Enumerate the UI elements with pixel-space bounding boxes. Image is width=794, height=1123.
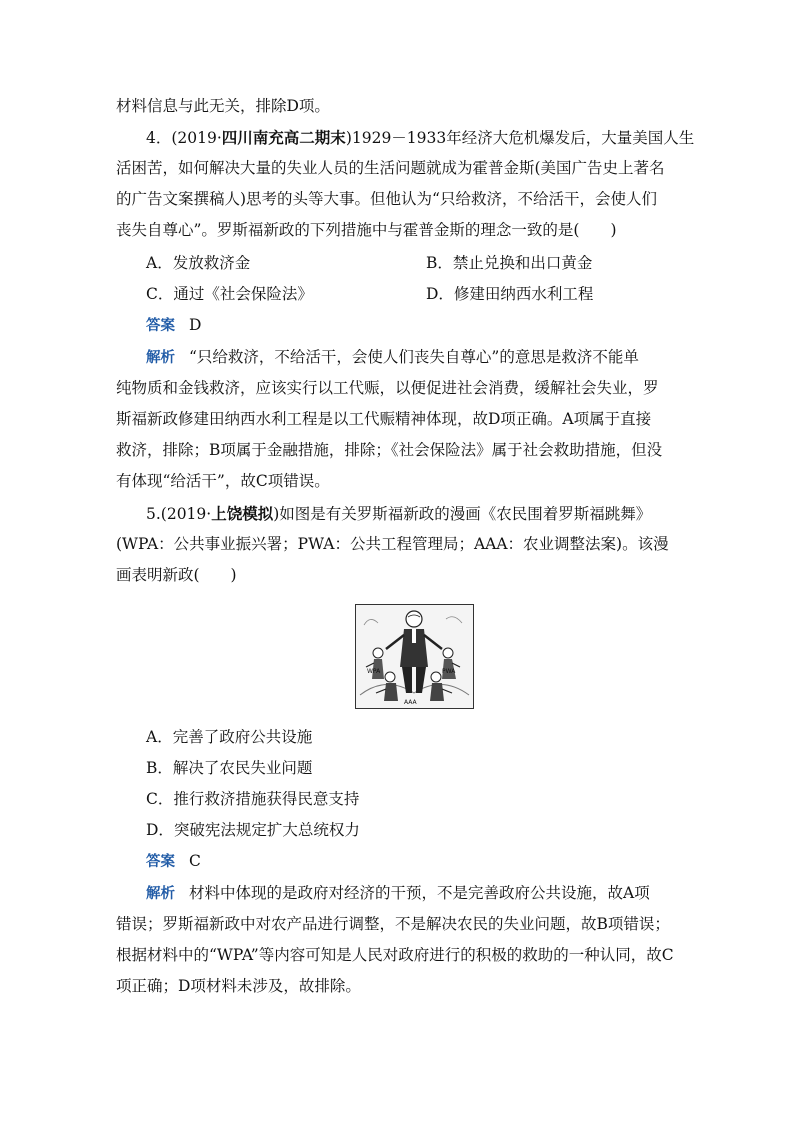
q4-answer xyxy=(146,310,201,342)
analysis-text: 材料中体现的是政府对经济的干预，不是完善政府公共设施，故A项 xyxy=(189,884,650,902)
question-text: )如图是有关罗斯福新政的漫画《农民围着罗斯福跳舞》 xyxy=(273,505,652,523)
q4-option-d: D．修建田纳西水利工程 xyxy=(426,285,594,303)
text-line: 丧失自尊心”。罗斯福新政的下列措施中与霍普金斯的理念一致的是( ) xyxy=(116,221,617,239)
text-line: 项正确；D项材料未涉及，故排除。 xyxy=(116,977,361,995)
text-line: 的广告文案撰稿人)思考的头等大事。但他认为“只给救济，不给活干，会使人们 xyxy=(116,190,657,208)
answer-value: D xyxy=(189,316,202,334)
answer-label: 答案 xyxy=(146,318,175,334)
question-4-stem xyxy=(146,122,694,154)
answer-label: 答案 xyxy=(146,854,175,870)
analysis-text: “只给救济，不给活干，会使人们丧失自尊心”的意思是救济不能单 xyxy=(189,348,639,366)
text-line: 画表明新政( ) xyxy=(116,566,237,584)
question-5-stem xyxy=(146,498,651,530)
analysis-label: 解析 xyxy=(146,350,175,366)
question-source: 上饶模拟 xyxy=(211,504,274,523)
q5-option-c: C．推行救济措施获得民意支持 xyxy=(146,790,360,808)
text-line: 有体现“给活干”，故C项错误。 xyxy=(116,472,330,490)
text-line: 纯物质和金钱救济，应该实行以工代赈，以便促进社会消费，缓解社会失业，罗 xyxy=(116,379,659,397)
text-line: (WPA：公共事业振兴署；PWA：公共工程管理局；AAA：农业调整法案)。该漫 xyxy=(116,535,669,553)
text-line: 救济，排除；B项属于金融措施，排除；《社会保险法》属于社会救助措施，但没 xyxy=(116,441,663,459)
answer-value: C xyxy=(189,852,201,870)
figure-label: PWA xyxy=(442,668,456,675)
figure-label: AAA xyxy=(404,699,417,706)
text-line: 错误；罗斯福新政中对农产品进行调整，不是解决农民的失业问题，故B项错误； xyxy=(116,915,670,933)
cartoon-illustration xyxy=(356,605,473,708)
cartoon-figure xyxy=(355,604,474,709)
q4-option-b: B．禁止兑换和出口黄金 xyxy=(426,254,593,272)
text-line: 活困苦，如何解决大量的失业人员的生活问题就成为霍普金斯(美国广告史上著名 xyxy=(116,159,665,177)
question-source: 四川南充高二期末 xyxy=(221,128,346,147)
q4-option-a: A．发放救济金 xyxy=(146,254,251,272)
question-number: 5.(2019· xyxy=(146,505,212,523)
question-number: 4．(2019· xyxy=(146,129,222,147)
text-line: 材料信息与此无关，排除D项。 xyxy=(116,97,330,115)
q5-option-b: B．解决了农民失业问题 xyxy=(146,759,313,777)
q4-analysis xyxy=(146,342,639,374)
q5-analysis xyxy=(146,878,650,910)
text-line: 根据材料中的“WPA”等内容可知是人民对政府进行的积极的救助的一种认同，故C xyxy=(116,946,674,964)
question-text: )1929－1933年经济大危机爆发后，大量美国人生 xyxy=(345,129,695,147)
figure-label: WPA xyxy=(367,668,381,675)
q5-option-d: D．突破宪法规定扩大总统权力 xyxy=(146,821,360,839)
text-line: 斯福新政修建田纳西水利工程是以工代赈精神体现，故D项正确。A项属于直接 xyxy=(116,410,652,428)
analysis-label: 解析 xyxy=(146,886,175,902)
q4-option-c: C．通过《社会保险法》 xyxy=(146,285,313,303)
q5-answer xyxy=(146,846,201,878)
q5-option-a: A．完善了政府公共设施 xyxy=(146,728,313,746)
